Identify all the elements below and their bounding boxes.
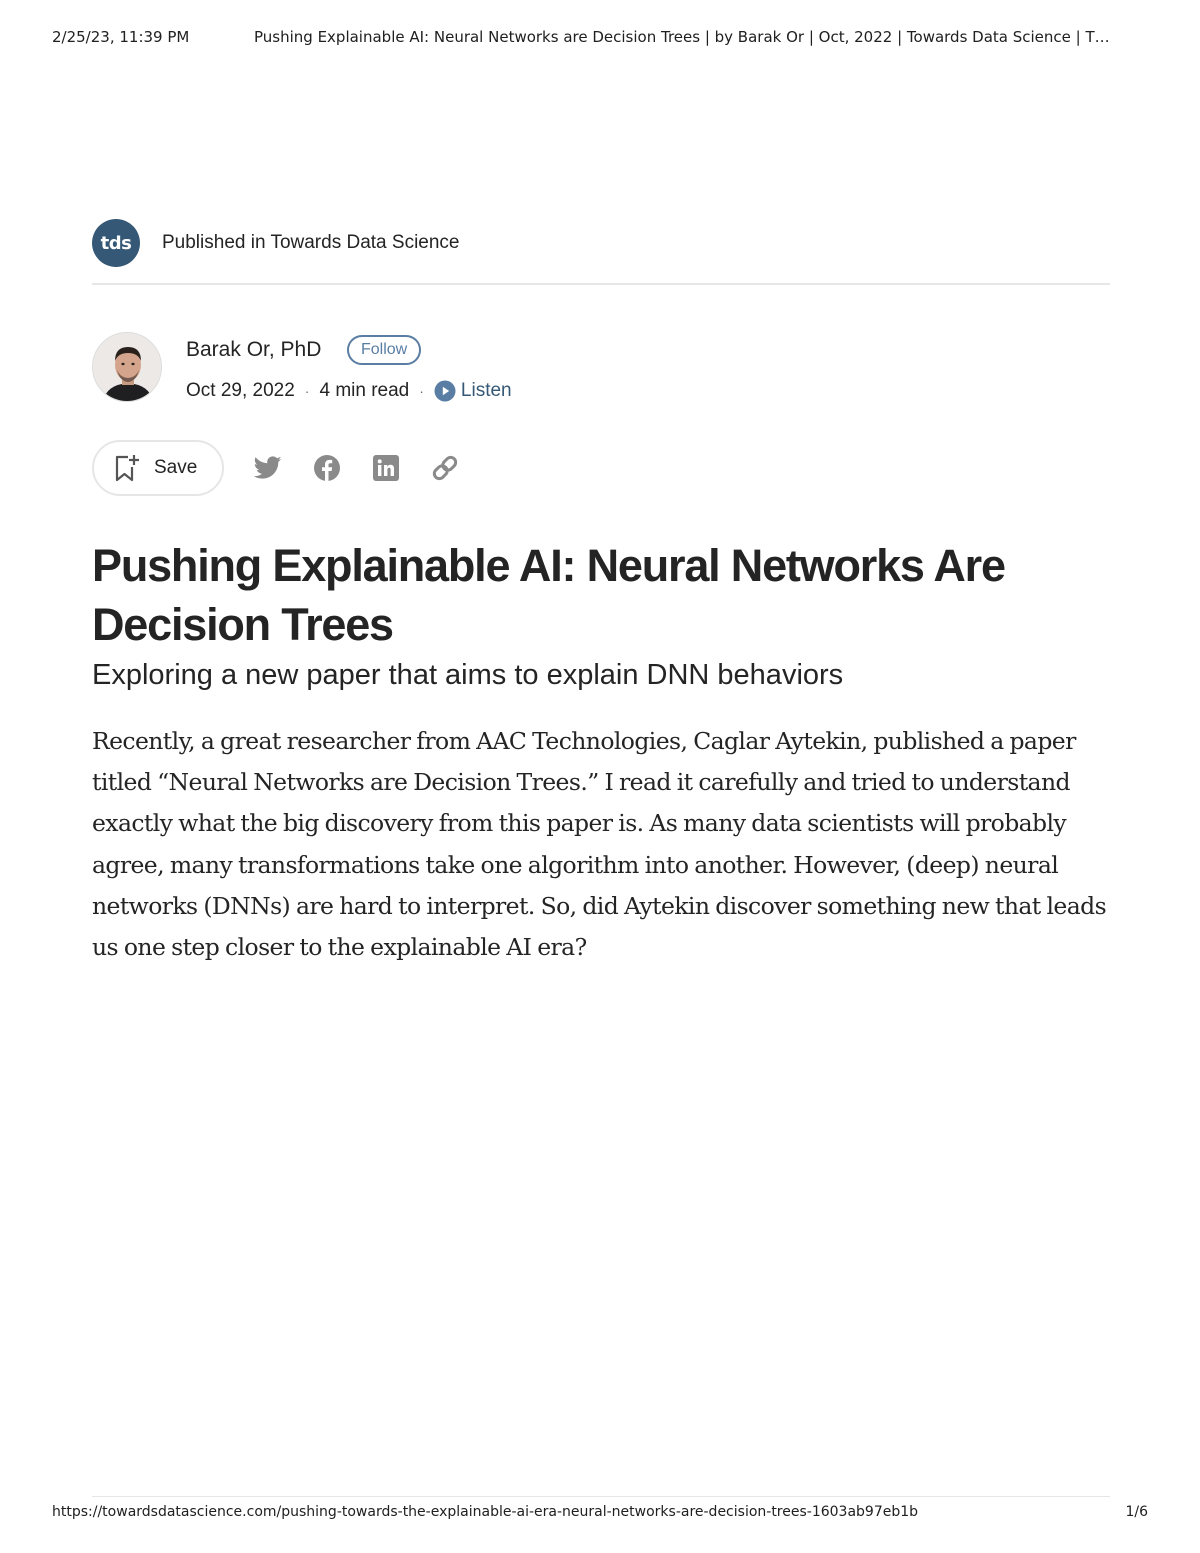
print-doc-title: Pushing Explainable AI: Neural Networks are Decision Trees | by Barak Or | Oct, 2022 | Towards Data Science | T… — [254, 28, 1110, 46]
bookmark-add-icon — [114, 453, 140, 483]
listen-button[interactable]: Listen — [460, 380, 512, 401]
linkedin-icon — [373, 455, 399, 481]
follow-button-label: Follow — [361, 341, 408, 358]
publish-date: Oct 29, 2022 — [186, 380, 295, 401]
published-in-link[interactable]: Published in Towards Data Science — [162, 232, 460, 253]
avatar-photo-icon — [93, 333, 162, 402]
read-time: 4 min read — [319, 380, 410, 401]
meta-separator: · — [419, 383, 424, 399]
facebook-share[interactable] — [312, 453, 342, 483]
article-meta — [186, 378, 512, 404]
print-header — [52, 28, 1148, 50]
save-button-label: Save — [154, 457, 198, 478]
author-name-link[interactable]: Barak Or, PhD — [186, 338, 322, 361]
facebook-icon — [314, 455, 340, 481]
follow-button[interactable] — [347, 335, 421, 365]
publication-logo-text: tds — [100, 232, 132, 254]
print-footer — [52, 1504, 1148, 1526]
author-row — [92, 332, 792, 404]
publication-logo[interactable] — [92, 219, 140, 267]
print-page-number: 1/6 — [1125, 1504, 1148, 1520]
article-title: Pushing Explainable AI: Neural Networks Are Decision Trees — [92, 540, 1005, 650]
footer-divider — [92, 1496, 1110, 1497]
link-icon — [430, 453, 460, 483]
meta-separator: · — [304, 383, 310, 399]
divider — [92, 283, 1110, 285]
action-row — [92, 440, 460, 496]
twitter-icon — [254, 456, 282, 480]
linkedin-share[interactable] — [371, 453, 401, 483]
print-url: https://towardsdatascience.com/pushing-towards-the-explainable-ai-era-neural-networks-are-decision-trees-1603ab97eb1b — [52, 1504, 919, 1520]
print-datetime: 2/25/23, 11:39 PM — [52, 28, 190, 46]
article-subtitle: Exploring a new paper that aims to explain DNN behaviors — [92, 659, 844, 691]
save-button[interactable] — [92, 440, 224, 496]
play-circle-icon[interactable] — [434, 380, 456, 402]
article-body-paragraph: Recently, a great researcher from AAC Technologies, Caglar Aytekin, published a paper titled “Neural Networks are Decision Trees.” I read it carefully and tried to understand exactly what the big discovery from this paper is. As many data scientists will probably agree, many transformations take one algorithm into another. However, (deep) neural networks (DNNs) are hard to interpret. So, did Aytekin discover something new that leads us one step closer to the explainable AI era? — [92, 727, 1107, 962]
author-avatar[interactable] — [92, 332, 162, 402]
copy-link-share[interactable] — [430, 453, 460, 483]
twitter-share[interactable] — [253, 453, 283, 483]
publication-row — [92, 219, 460, 267]
